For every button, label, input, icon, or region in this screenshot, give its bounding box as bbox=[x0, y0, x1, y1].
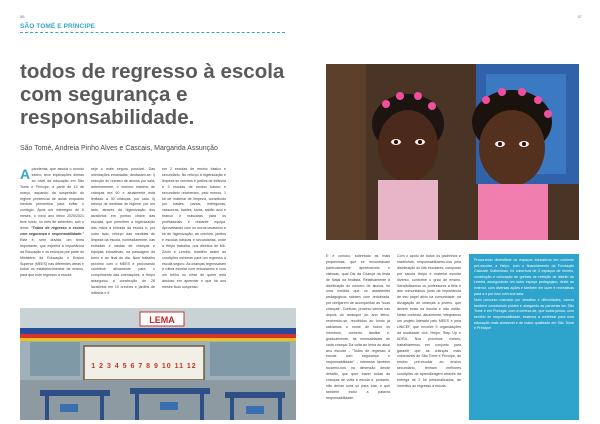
children-photo bbox=[326, 64, 579, 240]
left-page-number: 56 bbox=[20, 14, 25, 19]
svg-text:LEMA: LEMA bbox=[149, 315, 175, 325]
classroom-photo-icon bbox=[20, 308, 296, 420]
children-photo-icon bbox=[326, 64, 579, 240]
right-column-1: E é curioso, sobretudo as mais pequeninas, que se encontravam particularmente apreensíveis e vistosas, qual Dia da Criança na festa de Natal na finalista. Relativamente à distribuição do número de alunos, foi uma medida que os assistentes pedagógicos sabiam com redobrada, por obrigarem de acompanhar as "suas crianças". Contudo, proceso vemos nas depois do arranque do ano letivo, reorientou-se, recolhidos ao fundo já sabíamos o nome de todos os membros, contexto familiar e, gradualmente, as necessidades de cada criança! Da volta ao lema do atual ano escolar - "Todos de regresso à escola com segurança e responsabilidade" - interessa também focarmo-nos na dimensão desde desafio, que quer trazer todas as crianças de volta à escola e, portanto, não deixar uma só para trás, e que também inclui a palavra responsabilidade. bbox=[326, 254, 390, 400]
right-page-number: 57 bbox=[577, 14, 582, 19]
sidebar-paragraph-2: Num percurso marcado por desafios e dificuldades, vamos também construindo pontes e alargando as parcerias em São Tomé e em Portugal, com a certeza de, que todos juntos, com sentido de responsabilidade, estamos a contribuir para uma educação mais acessível e de maior qualidade em São Tomé e Príncipe! bbox=[474, 298, 574, 331]
svg-text:1 2 3 4 5 6 7 8 9 10 11 12: 1 2 3 4 5 6 7 8 9 10 11 12 bbox=[91, 363, 197, 370]
drop-cap: A bbox=[20, 167, 31, 182]
section-label: SÃO TOMÉ E PRÍNCIPE bbox=[20, 23, 96, 30]
sidebar-paragraph-1: Procurando diversificar os espaços educativos em contexto pré-escolar, a Helpo, com o financiamento da Fundação Calouste Gulbenkian, foi cobertura de 3 espaços de recreio, construção e colocação de grelhas de refeição de distrito de Lembá, assegurando um outro espaço pedagógico, deste ao exterior, com diversas ações e também em lazer e recreativas para a e por isso com sua sala. bbox=[474, 258, 574, 296]
left-column-3: em 2 escolas de ensino básico e secundário. No reforço à higienização e limpeza se creches e jardins de infância e 3 escolas de ensino básico e secundário receberam, pelo menos, 1 kit de material de limpeza, constituído por baldes, panos, esfregonas, vassouras, baldes, luvas, sabão azul e branco e máscaras para os profissionais e restante equipa. Aproveitando com os novos lavatórios e kit de higienização, as creches, jardins e escolas básicas e secundárias, onde a Helpo trabalha, nos distritos de Mé-Zóchi e Lembá, mantêm assim as condições mínimas para um regresso à escola seguro. As crianças regressaram à rotina escolar com entusiasmo e com um brilho no olhar de quem está ansioso em aprender e que há uns meses ficou suspenso. bbox=[162, 167, 226, 290]
article-byline: São Tomé, Andreia Pinho Alves e Cascais, Margarida Assunção bbox=[20, 145, 218, 152]
left-column-2: seja o mais seguro possível. Das orientações emanadas, destacam-se: i) redução do número de alunos por sala; anteriormente, o número máximo de crianças era 60 e atualmente está limitado a 30 crianças, por sala. ii) reforço de medidas de higiene: por um lado, através da higienização dos lavatórios em pontos chave das escolas, que permitem a higienização das mãos à entrada da escola e, por outro lado, reforço das medidas de limpeza da escola, nomeadamente, nas entradas e saídas de crianças e equipas educativas, na passagem do turno e ao final do dia. Num trabalho próximo com o MEES e procurando contribuir ativamente para o cumprimento das orientações, a Helpo assegurou a construção de 26 lavatórios em 10 creches e jardins de infância e 8 bbox=[91, 167, 155, 296]
left-column-1 bbox=[20, 167, 84, 302]
sidebar-text bbox=[474, 258, 574, 332]
section-divider bbox=[20, 32, 285, 33]
left-col1-lema: "Todos de regresso à escola com segurança e responsabilidade." bbox=[20, 226, 84, 236]
sidebar-box bbox=[469, 254, 579, 420]
right-column-2: Com o apoio de todos os padrinhos e madrinhas, responsabilizamo-nos pela distribuição do kits escolares, composto por sacola Helpo e material escolar diverso, conforme o grau de ensino. Sensibilizamos os professores a fiéis e aos comunitários junto da importância de seu papel ativo na comunidade, na divulgação de crianças a jovens, que devem estar na escola e não estão. Neste contexto, atualmente, integramos um projeto liderado pelo MEES e pela UNICEF, que envolve 9 organizações da sociedade civil. Helpo, Step Up e ADRA. Nos próximos meses, trabalharemos em conjunto para garantir que as crianças mais vulneráveis de São Tomé e Príncipe, do ensino pré-escolar ao ensino secundário, tenham melhores condições de aprendizagem através da entrega de 2 kit personalizados, de incentivo ao regresso à escola. bbox=[397, 254, 461, 388]
left-col1-end: Este é, sem dúvida, um tema importante, que espelha a importância da Educação e os esforços por parte do Ministério da Educação e Ensino Superior (MEES) nas diferentes áreas e todos os estabelecimentos de ensino, para que este regresso à escola bbox=[20, 237, 84, 278]
left-col1-text: pandemia, que assola o mundo inteiro, teve implicações diretas ao nível da educação em São Tomé e Príncipe, a partir de 13 de março, aquando da suspensão do regime presencial de aulas enquanto medida preventiva para evitar o contágio. Após um interregno de 6 meses, o novo ano letivo 2020/2021 teve início, no mês de setembro, sob o lema: bbox=[20, 167, 84, 231]
article-headline: todos de regresso à escola com segurança e responsabilidade. bbox=[20, 60, 285, 129]
classroom-photo bbox=[20, 308, 296, 420]
